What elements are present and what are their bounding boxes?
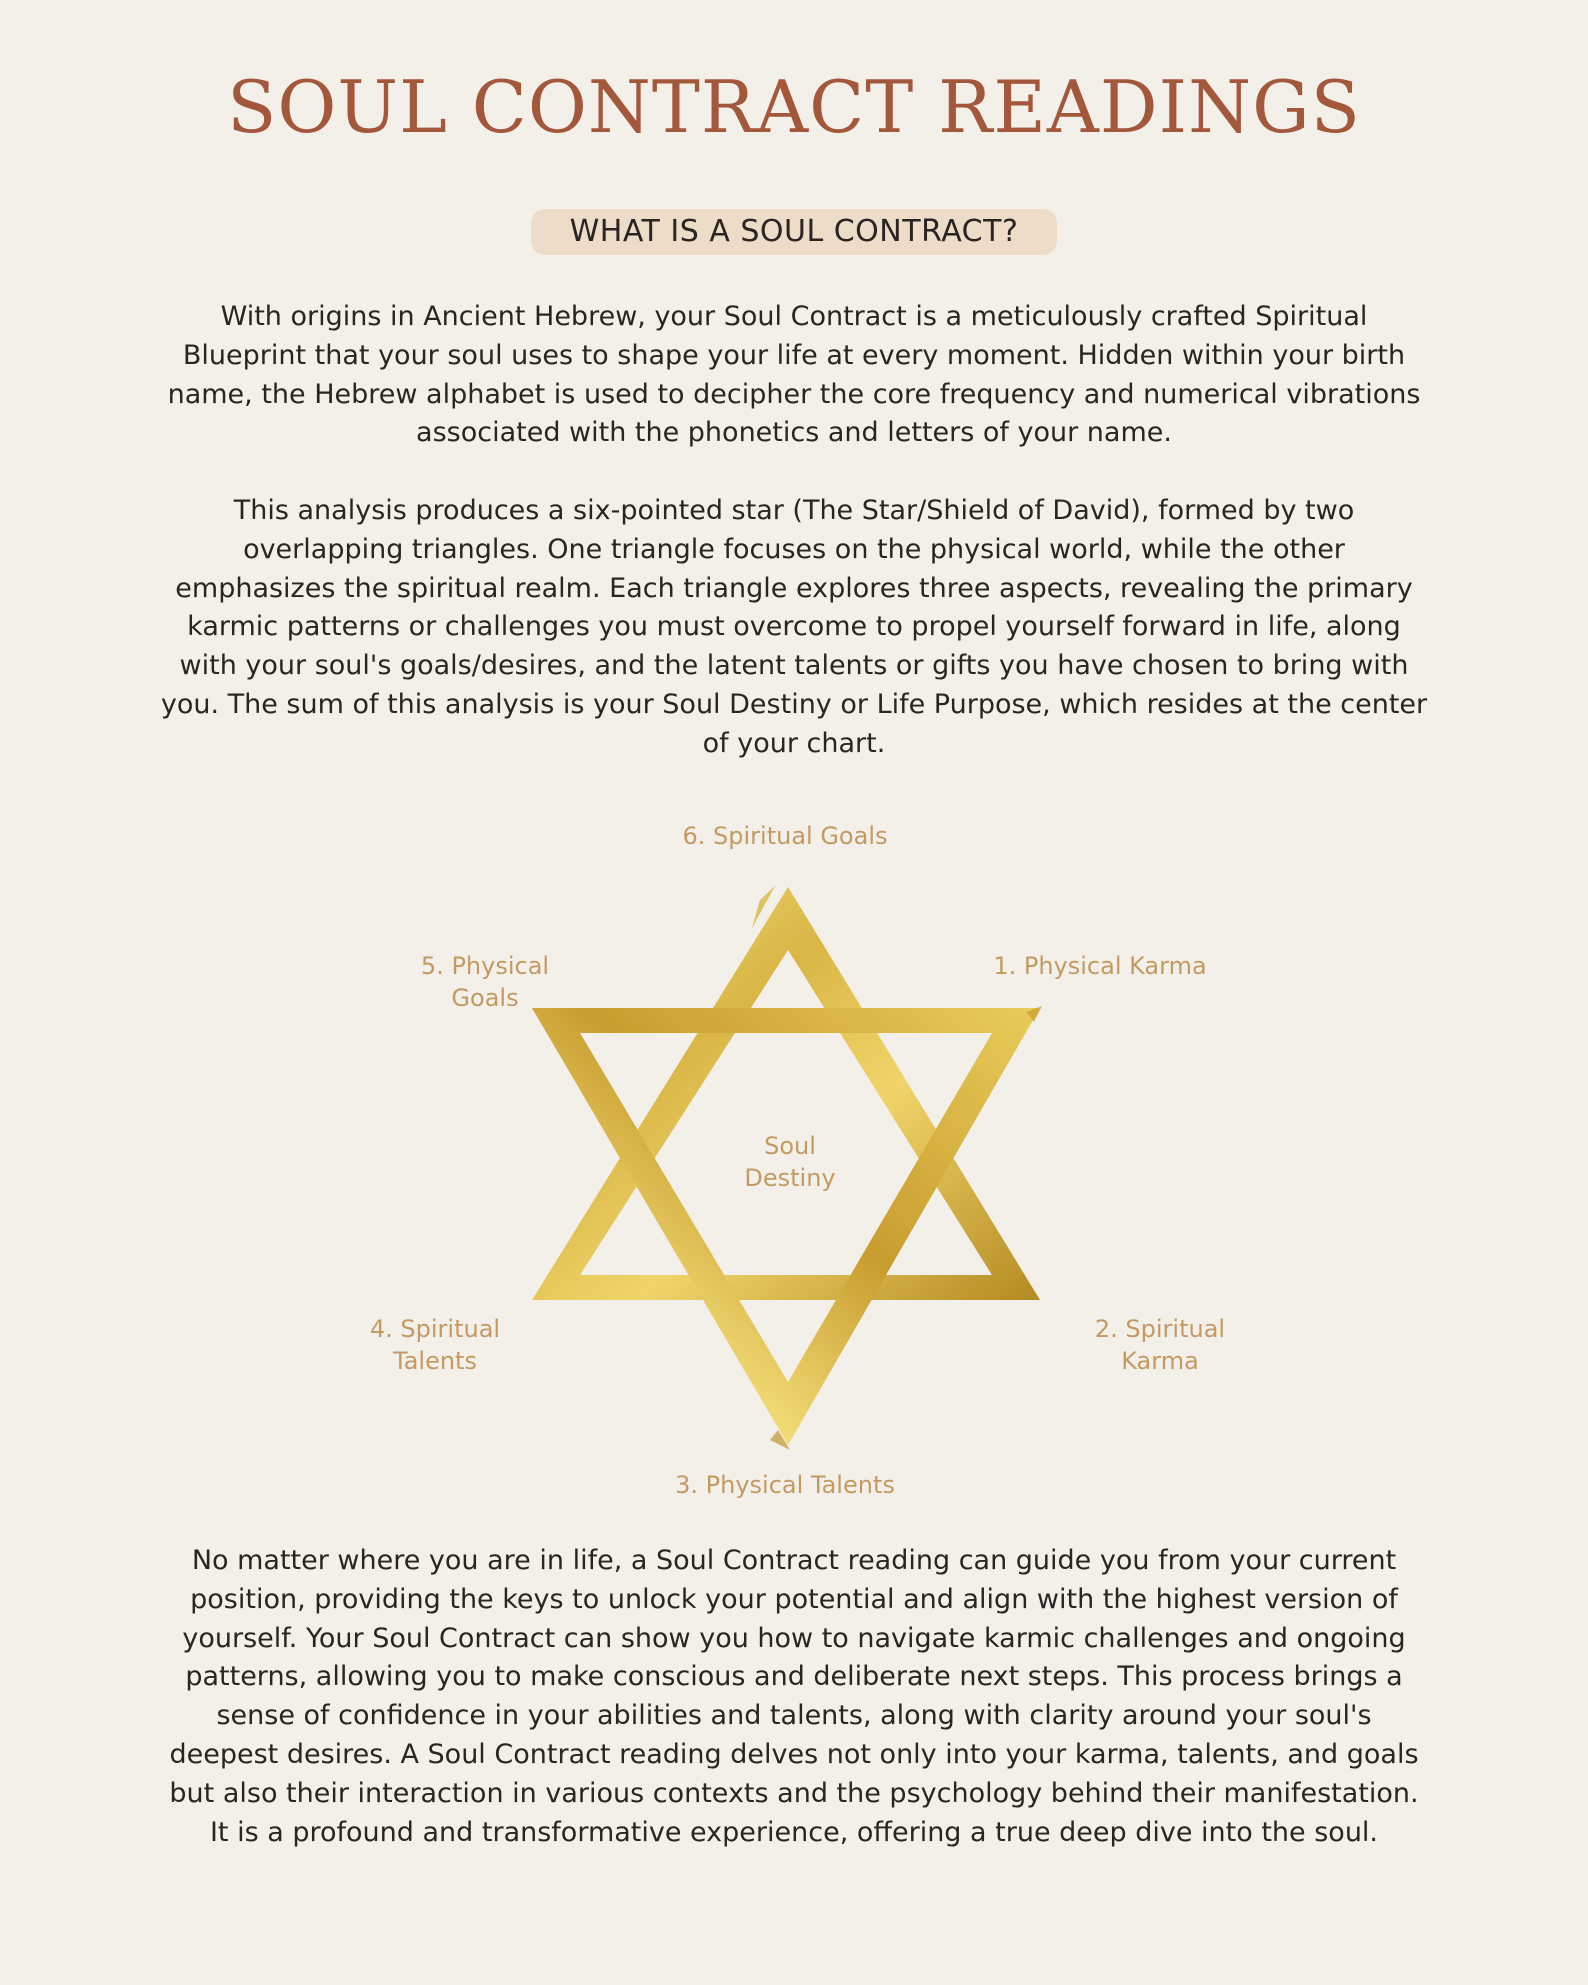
label-spiritual-talents <box>335 1313 535 1377</box>
label-spiritual-karma <box>1060 1313 1260 1377</box>
label-spiritual-karma-line2: Karma <box>1121 1347 1199 1375</box>
page-title: SOUL CONTRACT READINGS <box>227 65 1361 149</box>
label-physical-goals-line1: 5. Physical <box>420 952 550 980</box>
closing-paragraph: No matter where you are in life, a Soul Contract reading can guide you from your current position, providing the keys to unlock your potential and align with the highest version of yourself. Your Soul Contract can show you how to navigate karmic challenges and ongoing patterns, allowing you to make conscious and deliberate next steps. This process brings a sense of confidence in your abilities and talents, along with clarity around your soul's deepest desires. A Soul Contract reading delves not only into your karma, talents, and goals but also their interaction in various contexts and the psychology behind their manifestation. It is a profound and transformative experience, offering a true deep dive into the soul. <box>169 1545 1419 1848</box>
label-soul-destiny-line1: Soul <box>764 1132 816 1160</box>
analysis-paragraph: This analysis produces a six-pointed star (The Star/Shield of David), formed by two overlapping triangles. One triangle focuses on the physical world, while the other emphasizes the spiritual realm. Each triangle explores three aspects, revealing the primary karmic patterns or challenges you must overcome to propel yourself forward in life, along with your soul's goals/desires, and the latent talents or gifts you have chosen to bring with you. The sum of this analysis is your Soul Destiny or Life Purpose, which resides at the center of your chart. <box>160 495 1428 759</box>
label-physical-talents: 3. Physical Talents <box>675 1471 895 1499</box>
label-physical-goals-line2: Goals <box>451 984 519 1012</box>
label-spiritual-karma-line1: 2. Spiritual <box>1094 1315 1226 1343</box>
section-heading-badge: WHAT IS A SOUL CONTRACT? <box>531 209 1057 255</box>
intro-paragraph: With origins in Ancient Hebrew, your Soul Contract is a meticulously crafted Spiritual Blueprint that your soul uses to shape your life at every moment. Hidden within your birth name, the Hebrew alphabet is used to decipher the core frequency and numerical vibrations associated with the phonetics and letters of your name. <box>167 301 1421 449</box>
soul-contract-diagram <box>0 800 1588 1520</box>
label-spiritual-goals: 6. Spiritual Goals <box>682 822 888 850</box>
label-soul-destiny <box>710 1130 870 1194</box>
label-soul-destiny-line2: Destiny <box>744 1164 836 1192</box>
label-spiritual-talents-line2: Talents <box>393 1347 477 1375</box>
label-physical-karma: 1. Physical Karma <box>993 952 1207 980</box>
label-spiritual-talents-line1: 4. Spiritual <box>369 1315 501 1343</box>
label-physical-goals <box>385 950 585 1014</box>
